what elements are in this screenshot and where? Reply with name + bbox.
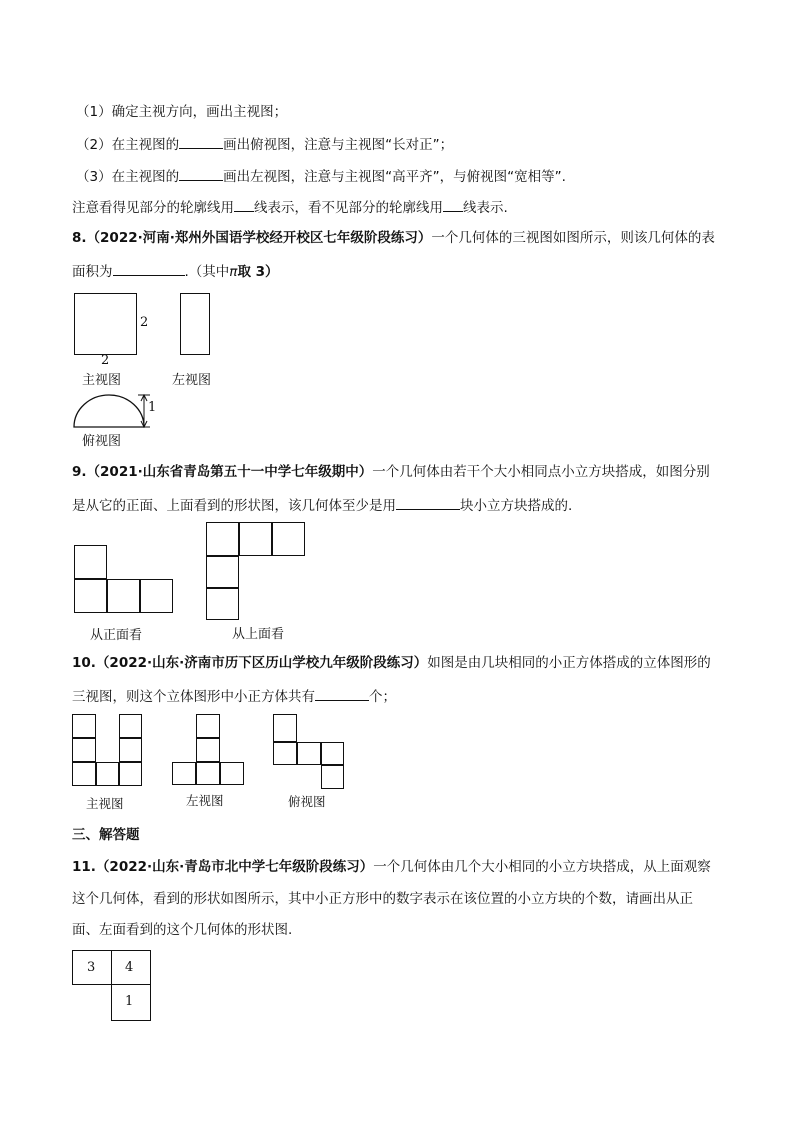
q8-line-1: 8.（2022·河南·郑州外国语学校经开校区七年级阶段练习）一个几何体的三视图如图所示，则该几何体的表 (72, 230, 715, 246)
q9-line-2: 是从它的正面、上面看到的形状图，该几何体至少是用 块小立方块搭成的. (72, 495, 572, 515)
step-1: （1）确定主视方向，画出主视图； (76, 104, 288, 120)
front-view-square (74, 293, 137, 355)
left-view-label: 左视图 (186, 793, 224, 808)
front-view-label: 从正面看 (90, 628, 143, 643)
left-cell (196, 762, 220, 785)
left-cell (196, 738, 220, 762)
q9-line-1: 9.（2021·山东省青岛第五十一中学七年级期中）一个几何体由若干个大小相同点小立方块搭成，如图分别 (72, 464, 710, 480)
left-view-rect (180, 293, 210, 355)
left-view-label: 左视图 (172, 373, 212, 388)
front-cell (119, 762, 142, 786)
answer-blank (234, 197, 254, 212)
top-cell (206, 556, 239, 588)
top-cell (273, 714, 297, 742)
front-cell (72, 762, 96, 786)
front-cell (72, 738, 96, 762)
grid-cell: 4 (111, 950, 151, 985)
dim-right: 2 (140, 315, 149, 330)
q10-three-views-figure (72, 714, 362, 814)
top-view-label: 俯视图 (82, 434, 122, 449)
top-view-label: 从上面看 (232, 627, 285, 642)
section-heading: 三、解答题 (72, 827, 140, 843)
grid-cell: 3 (72, 950, 112, 985)
q11-line-2: 这个几何体，看到的形状如图所示，其中小正方形中的数字表示在该位置的小立方块的个数，请画出从正 (72, 891, 693, 907)
step-3: （3）在主视图的 画出左视图，注意与主视图“高平齐”，与俯视图“宽相等”. (76, 166, 566, 186)
answer-blank (396, 495, 460, 510)
q9-views-figure (74, 522, 314, 642)
left-cell (172, 762, 196, 785)
answer-blank (443, 197, 463, 212)
dim-bottom: 2 (101, 353, 110, 368)
left-cell (220, 762, 244, 785)
front-cell (119, 738, 142, 762)
front-cell (96, 762, 119, 786)
q10-line-1: 10.（2022·山东·济南市历下区历山学校九年级阶段练习）如图是由几块相同的小正方体搭成的立体图形的 (72, 655, 711, 671)
answer-blank (315, 686, 369, 701)
q8-three-views-figure (72, 290, 232, 449)
top-cell (239, 522, 272, 556)
front-cell (107, 579, 140, 613)
top-cell (297, 742, 321, 765)
left-cell (196, 714, 220, 738)
top-cell (273, 742, 297, 765)
dim-height: 1 (148, 400, 157, 415)
front-cell (74, 545, 107, 579)
top-cell (272, 522, 305, 556)
top-view-label: 俯视图 (288, 794, 326, 809)
top-cell (206, 588, 239, 620)
front-cell (119, 714, 142, 738)
q8-line-2: 面积为 .（其中π取 3） (72, 261, 279, 281)
answer-blank (113, 261, 185, 276)
q11-line-1: 11.（2022·山东·青岛市北中学七年级阶段练习）一个几何体由几个大小相同的小立方块搭成，从上面观察 (72, 859, 711, 875)
top-cell (206, 522, 239, 556)
top-cell (321, 742, 344, 765)
step-2: （2）在主视图的 画出俯视图，注意与主视图“长对正”； (76, 134, 453, 154)
top-cell (321, 765, 344, 789)
front-cell (74, 579, 107, 613)
front-cell (140, 579, 173, 613)
front-view-label: 主视图 (82, 373, 122, 388)
grid-cell: 1 (111, 984, 151, 1021)
front-view-label: 主视图 (86, 796, 124, 811)
answer-blank (179, 166, 223, 181)
answer-blank (179, 134, 223, 149)
front-cell (72, 714, 96, 738)
q10-line-2: 三视图，则这个立体图形中小正方体共有 个； (72, 686, 396, 706)
q11-line-3: 面、左面看到的这个几何体的形状图. (72, 922, 293, 938)
q11-top-view-grid (72, 950, 162, 1022)
step-note: 注意看得见部分的轮廓线用 线表示，看不见部分的轮廓线用 线表示. (72, 197, 508, 217)
